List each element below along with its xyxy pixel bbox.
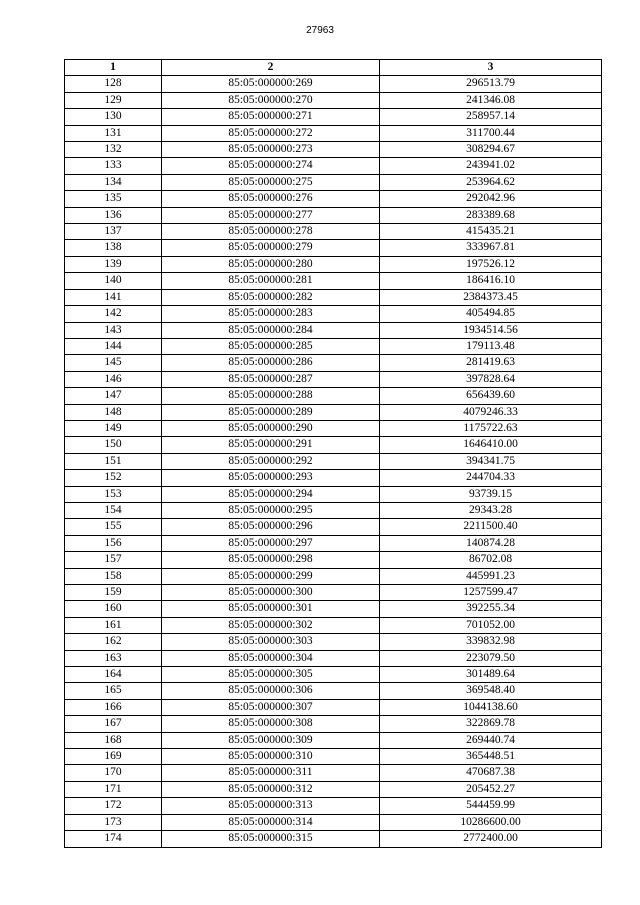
cell-row-number: 162 [65, 634, 162, 650]
table-row [65, 289, 602, 305]
cell-value: 10286600.00 [380, 814, 602, 830]
cell-value: 1044138.60 [380, 699, 602, 715]
cell-value: 392255.34 [380, 601, 602, 617]
table-header-row [65, 60, 602, 76]
cell-cadastral-id: 85:05:000000:304 [162, 650, 380, 666]
cell-cadastral-id: 85:05:000000:288 [162, 388, 380, 404]
cell-cadastral-id: 85:05:000000:279 [162, 240, 380, 256]
cell-cadastral-id: 85:05:000000:291 [162, 437, 380, 453]
table-row [65, 667, 602, 683]
cell-cadastral-id: 85:05:000000:287 [162, 371, 380, 387]
cell-value: 322869.78 [380, 716, 602, 732]
cell-cadastral-id: 85:05:000000:286 [162, 355, 380, 371]
cell-value: 243941.02 [380, 158, 602, 174]
cell-cadastral-id: 85:05:000000:293 [162, 470, 380, 486]
cell-cadastral-id: 85:05:000000:274 [162, 158, 380, 174]
cell-value: 415435.21 [380, 224, 602, 240]
table-row [65, 617, 602, 633]
table-row [65, 174, 602, 190]
cell-value: 86702.08 [380, 552, 602, 568]
cell-row-number: 165 [65, 683, 162, 699]
table-row [65, 519, 602, 535]
cell-row-number: 153 [65, 486, 162, 502]
table-row [65, 437, 602, 453]
table-row [65, 781, 602, 797]
cell-value: 244704.33 [380, 470, 602, 486]
cell-cadastral-id: 85:05:000000:306 [162, 683, 380, 699]
table-row [65, 240, 602, 256]
table-row [65, 355, 602, 371]
cell-value: 301489.64 [380, 667, 602, 683]
cell-row-number: 138 [65, 240, 162, 256]
cell-cadastral-id: 85:05:000000:305 [162, 667, 380, 683]
cell-value: 397828.64 [380, 371, 602, 387]
cell-row-number: 148 [65, 404, 162, 420]
table-row [65, 552, 602, 568]
table-row [65, 322, 602, 338]
table-row [65, 109, 602, 125]
table-row [65, 732, 602, 748]
cell-row-number: 144 [65, 338, 162, 354]
table-row [65, 831, 602, 847]
table-row [65, 749, 602, 765]
table-row [65, 699, 602, 715]
table-row [65, 207, 602, 223]
cell-row-number: 156 [65, 535, 162, 551]
table-row [65, 420, 602, 436]
table-row [65, 585, 602, 601]
cell-cadastral-id: 85:05:000000:311 [162, 765, 380, 781]
cell-value: 296513.79 [380, 76, 602, 92]
table-row [65, 683, 602, 699]
cell-value: 445991.23 [380, 568, 602, 584]
cell-cadastral-id: 85:05:000000:303 [162, 634, 380, 650]
cell-row-number: 136 [65, 207, 162, 223]
cell-cadastral-id: 85:05:000000:314 [162, 814, 380, 830]
cell-cadastral-id: 85:05:000000:296 [162, 519, 380, 535]
cell-cadastral-id: 85:05:000000:297 [162, 535, 380, 551]
cell-value: 253964.62 [380, 174, 602, 190]
cell-row-number: 146 [65, 371, 162, 387]
table-row [65, 256, 602, 272]
cell-row-number: 170 [65, 765, 162, 781]
page-number: 27963 [306, 25, 334, 36]
cell-value: 269440.74 [380, 732, 602, 748]
cell-row-number: 130 [65, 109, 162, 125]
cell-value: 205452.27 [380, 781, 602, 797]
cell-value: 93739.15 [380, 486, 602, 502]
cell-row-number: 157 [65, 552, 162, 568]
cell-value: 405494.85 [380, 306, 602, 322]
cell-cadastral-id: 85:05:000000:289 [162, 404, 380, 420]
cell-row-number: 135 [65, 191, 162, 207]
cell-row-number: 172 [65, 798, 162, 814]
table-row [65, 306, 602, 322]
cell-row-number: 173 [65, 814, 162, 830]
table-row [65, 191, 602, 207]
cell-value: 470687.38 [380, 765, 602, 781]
cell-value: 544459.99 [380, 798, 602, 814]
cell-cadastral-id: 85:05:000000:281 [162, 273, 380, 289]
cell-cadastral-id: 85:05:000000:307 [162, 699, 380, 715]
cell-cadastral-id: 85:05:000000:280 [162, 256, 380, 272]
cell-cadastral-id: 85:05:000000:298 [162, 552, 380, 568]
cell-row-number: 169 [65, 749, 162, 765]
cell-cadastral-id: 85:05:000000:270 [162, 92, 380, 108]
cell-value: 308294.67 [380, 142, 602, 158]
cell-cadastral-id: 85:05:000000:273 [162, 142, 380, 158]
cell-row-number: 145 [65, 355, 162, 371]
cell-value: 140874.28 [380, 535, 602, 551]
cell-row-number: 168 [65, 732, 162, 748]
cell-row-number: 160 [65, 601, 162, 617]
table-row [65, 92, 602, 108]
table-row [65, 765, 602, 781]
cell-value: 29343.28 [380, 502, 602, 518]
cell-value: 394341.75 [380, 453, 602, 469]
cell-cadastral-id: 85:05:000000:292 [162, 453, 380, 469]
cell-row-number: 131 [65, 125, 162, 141]
cell-cadastral-id: 85:05:000000:294 [162, 486, 380, 502]
table-row [65, 535, 602, 551]
cell-value: 701052.00 [380, 617, 602, 633]
cell-cadastral-id: 85:05:000000:275 [162, 174, 380, 190]
table-row [65, 371, 602, 387]
cell-value: 369548.40 [380, 683, 602, 699]
cell-row-number: 174 [65, 831, 162, 847]
cell-value: 241346.08 [380, 92, 602, 108]
cell-row-number: 149 [65, 420, 162, 436]
cell-row-number: 137 [65, 224, 162, 240]
cell-value: 292042.96 [380, 191, 602, 207]
cell-row-number: 164 [65, 667, 162, 683]
cell-row-number: 147 [65, 388, 162, 404]
table-row [65, 814, 602, 830]
cell-value: 656439.60 [380, 388, 602, 404]
table-row [65, 158, 602, 174]
cell-row-number: 154 [65, 502, 162, 518]
table-row [65, 634, 602, 650]
cell-cadastral-id: 85:05:000000:278 [162, 224, 380, 240]
cell-cadastral-id: 85:05:000000:271 [162, 109, 380, 125]
table-row [65, 125, 602, 141]
cell-value: 333967.81 [380, 240, 602, 256]
cell-value: 1646410.00 [380, 437, 602, 453]
table-row [65, 650, 602, 666]
cell-cadastral-id: 85:05:000000:315 [162, 831, 380, 847]
cell-cadastral-id: 85:05:000000:295 [162, 502, 380, 518]
cell-row-number: 133 [65, 158, 162, 174]
table-row [65, 568, 602, 584]
cell-row-number: 155 [65, 519, 162, 535]
table-row [65, 470, 602, 486]
cell-cadastral-id: 85:05:000000:277 [162, 207, 380, 223]
cell-row-number: 132 [65, 142, 162, 158]
cell-row-number: 143 [65, 322, 162, 338]
cell-row-number: 152 [65, 470, 162, 486]
cell-value: 283389.68 [380, 207, 602, 223]
cell-row-number: 167 [65, 716, 162, 732]
table-row [65, 453, 602, 469]
table-body [65, 76, 602, 847]
table-row [65, 338, 602, 354]
cell-cadastral-id: 85:05:000000:283 [162, 306, 380, 322]
cell-value: 258957.14 [380, 109, 602, 125]
cell-row-number: 151 [65, 453, 162, 469]
cell-value: 4079246.33 [380, 404, 602, 420]
table-row [65, 76, 602, 92]
cell-row-number: 159 [65, 585, 162, 601]
cell-value: 311700.44 [380, 125, 602, 141]
column-header-cadastral-id: 2 [162, 60, 380, 76]
cell-row-number: 158 [65, 568, 162, 584]
cell-cadastral-id: 85:05:000000:302 [162, 617, 380, 633]
cell-value: 1257599.47 [380, 585, 602, 601]
cell-cadastral-id: 85:05:000000:269 [162, 76, 380, 92]
cell-row-number: 140 [65, 273, 162, 289]
cell-row-number: 134 [65, 174, 162, 190]
table-row [65, 486, 602, 502]
column-header-number: 1 [65, 60, 162, 76]
table-row [65, 716, 602, 732]
cell-cadastral-id: 85:05:000000:285 [162, 338, 380, 354]
cell-value: 2772400.00 [380, 831, 602, 847]
table-row [65, 404, 602, 420]
cell-row-number: 142 [65, 306, 162, 322]
cell-row-number: 163 [65, 650, 162, 666]
cell-cadastral-id: 85:05:000000:312 [162, 781, 380, 797]
cell-cadastral-id: 85:05:000000:276 [162, 191, 380, 207]
table-row [65, 601, 602, 617]
cell-value: 281419.63 [380, 355, 602, 371]
table-row [65, 388, 602, 404]
cell-row-number: 139 [65, 256, 162, 272]
cadastral-value-table [64, 59, 602, 848]
cell-value: 223079.50 [380, 650, 602, 666]
cell-cadastral-id: 85:05:000000:308 [162, 716, 380, 732]
cell-value: 339832.98 [380, 634, 602, 650]
cell-row-number: 128 [65, 76, 162, 92]
cell-value: 1934514.56 [380, 322, 602, 338]
cell-cadastral-id: 85:05:000000:290 [162, 420, 380, 436]
cell-cadastral-id: 85:05:000000:300 [162, 585, 380, 601]
table-row [65, 798, 602, 814]
cell-row-number: 171 [65, 781, 162, 797]
cell-value: 197526.12 [380, 256, 602, 272]
table-row [65, 502, 602, 518]
cell-cadastral-id: 85:05:000000:301 [162, 601, 380, 617]
cell-value: 2384373.45 [380, 289, 602, 305]
cell-cadastral-id: 85:05:000000:272 [162, 125, 380, 141]
table-row [65, 142, 602, 158]
cell-value: 186416.10 [380, 273, 602, 289]
cell-value: 179113.48 [380, 338, 602, 354]
cell-cadastral-id: 85:05:000000:282 [162, 289, 380, 305]
cell-row-number: 141 [65, 289, 162, 305]
cell-cadastral-id: 85:05:000000:299 [162, 568, 380, 584]
cell-row-number: 166 [65, 699, 162, 715]
table-row [65, 273, 602, 289]
table-row [65, 224, 602, 240]
cell-value: 2211500.40 [380, 519, 602, 535]
column-header-value: 3 [380, 60, 602, 76]
cell-row-number: 129 [65, 92, 162, 108]
cell-row-number: 161 [65, 617, 162, 633]
cell-cadastral-id: 85:05:000000:284 [162, 322, 380, 338]
cell-cadastral-id: 85:05:000000:313 [162, 798, 380, 814]
cell-cadastral-id: 85:05:000000:309 [162, 732, 380, 748]
cell-value: 1175722.63 [380, 420, 602, 436]
cell-row-number: 150 [65, 437, 162, 453]
cell-value: 365448.51 [380, 749, 602, 765]
cell-cadastral-id: 85:05:000000:310 [162, 749, 380, 765]
